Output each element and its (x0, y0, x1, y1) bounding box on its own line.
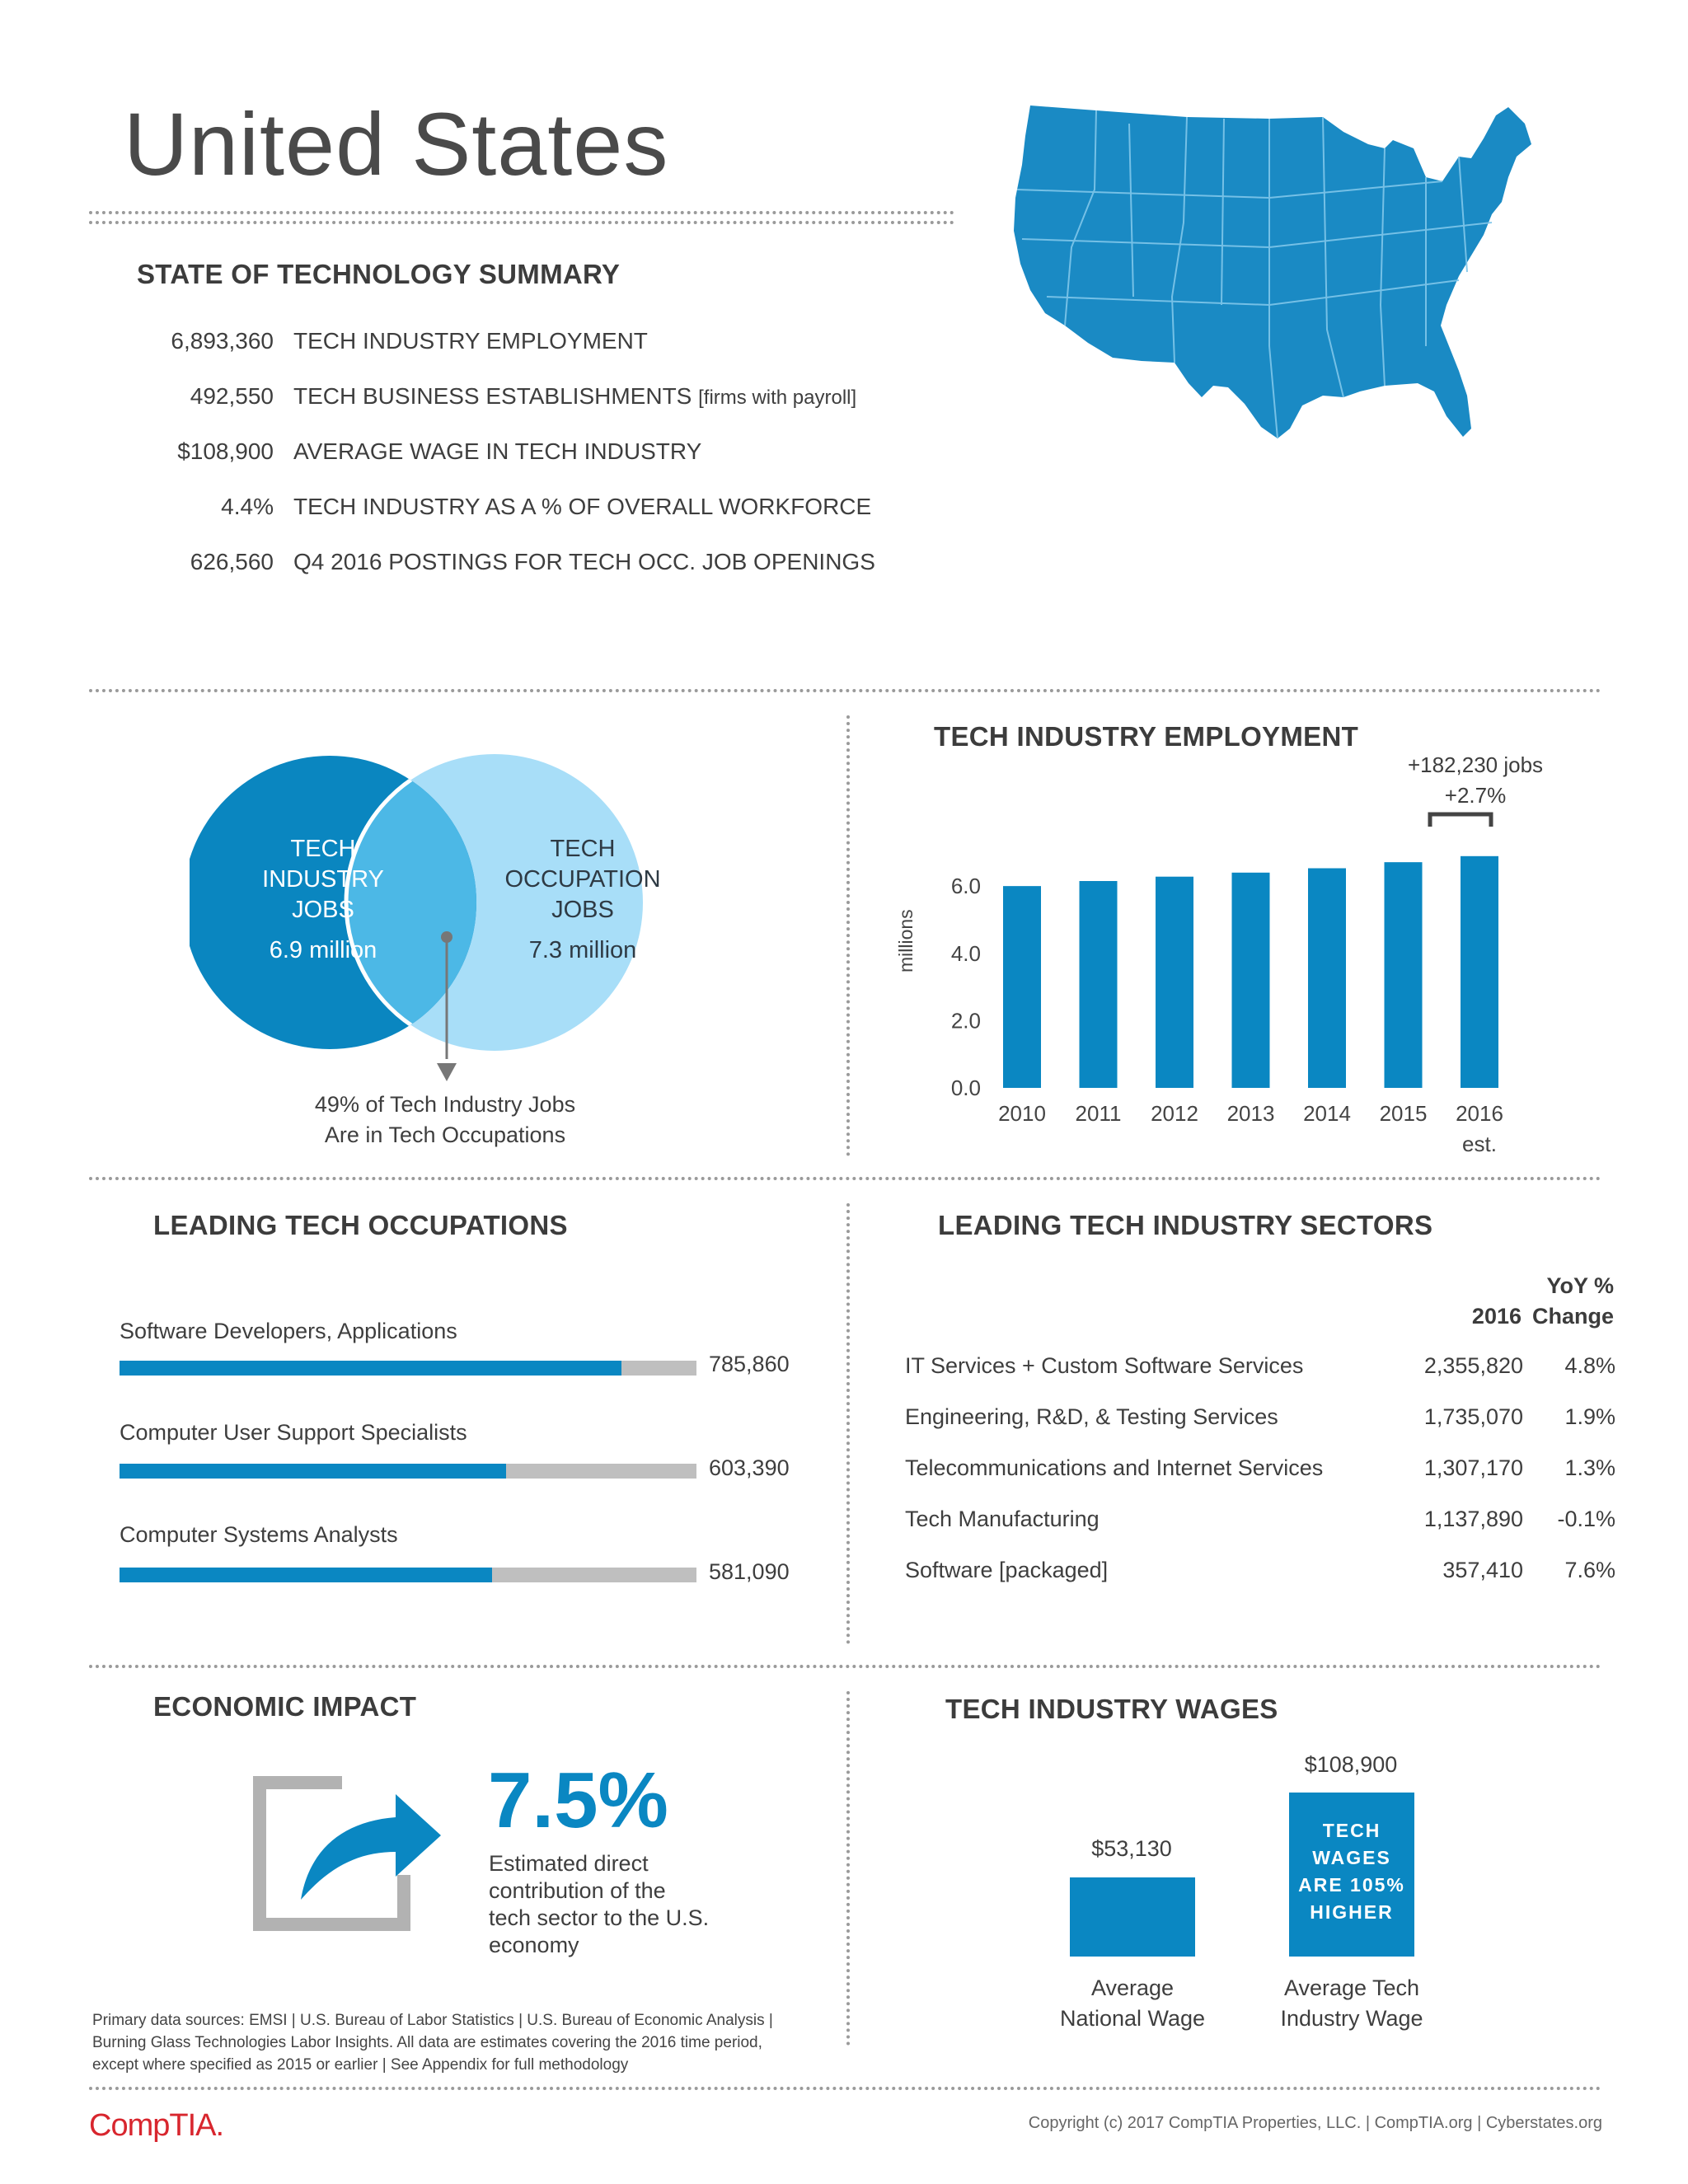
column-divider (846, 1691, 850, 2046)
tech-wage-label (1253, 1973, 1451, 2034)
y-tick-label: 0.0 (950, 1076, 981, 1100)
page-title: United States (124, 94, 669, 194)
sector-name: IT Services + Custom Software Services (905, 1353, 1304, 1378)
summary-value: 6,893,360 (171, 328, 274, 354)
summary-row (124, 328, 865, 361)
occupation-value: 581,090 (709, 1559, 790, 1584)
occupation-bar-track (120, 1464, 696, 1479)
data-sources-line: Primary data sources: EMSI | U.S. Bureau of Labor Statistics | U.S. Bureau of Economic Analysis | (92, 2012, 773, 2029)
summary-value: 492,550 (190, 383, 274, 409)
summary-label-text: TECH BUSINESS ESTABLISHMENTS (293, 383, 692, 409)
summary-label-note: [firms with payroll] (698, 387, 857, 409)
employment-y-axis-label: millions (895, 909, 917, 972)
national-wage-label-line: Average (1090, 1975, 1175, 2000)
sectors-2016-header: 2016 (1471, 1304, 1522, 1329)
data-sources-note (92, 2009, 818, 2076)
y-tick-label: 2.0 (950, 1008, 981, 1033)
national-wage-label-line: National Wage (1059, 2006, 1206, 2031)
sector-row (905, 1404, 1615, 1437)
sector-name: Software [packaged] (905, 1558, 1109, 1582)
tech-wage-label-line: Industry Wage (1280, 2006, 1423, 2031)
venn-left-title-line: TECH (290, 836, 356, 862)
sector-yoy-change: 1.9% (1564, 1404, 1615, 1429)
sector-row (905, 1507, 1615, 1540)
economic-impact-description-line: contribution of the (489, 1878, 666, 1903)
us-map-icon (997, 99, 1550, 445)
occupation-bar-fill (120, 1361, 621, 1376)
tech-wage-callout-line: ARE 105% (1298, 1874, 1405, 1896)
tech-wage-callout-line: HIGHER (1310, 1901, 1394, 1923)
title-divider-2 (89, 221, 954, 224)
employment-bar (1232, 873, 1270, 1088)
employment-callout-jobs: +182,230 jobs (1407, 752, 1544, 777)
y-tick-label: 4.0 (950, 940, 981, 966)
venn-left-value: 6.9 million (269, 937, 377, 963)
tech-wage-callout-line: WAGES (1312, 1847, 1391, 1868)
sectors-yoy-header-line2: Change (1531, 1304, 1614, 1329)
y-tick-label: 6.0 (950, 874, 981, 899)
economic-impact-title: ECONOMIC IMPACT (153, 1691, 417, 1722)
tech-wage-value: $108,900 (1304, 1752, 1398, 1777)
summary-row (124, 383, 865, 416)
venn-caption-line: 49% of Tech Industry Jobs (314, 1092, 576, 1117)
x-tick-label: 2013 (1226, 1101, 1275, 1126)
section-divider (89, 1177, 1601, 1180)
tech-wage-callout-line: TECH (1322, 1820, 1381, 1841)
sector-row (905, 1558, 1615, 1591)
occupation-name: Software Developers, Applications (120, 1319, 457, 1343)
economic-impact-description-line: tech sector to the U.S. (489, 1905, 710, 1930)
sector-name: Tech Manufacturing (905, 1507, 1100, 1531)
employment-bar-chart (907, 824, 1566, 1170)
venn-right-title-line: JOBS (551, 897, 614, 923)
comptia-logo[interactable]: CompTIA. (89, 2108, 224, 2143)
summary-label-text: TECH INDUSTRY EMPLOYMENT (293, 328, 648, 354)
employment-bar (1385, 862, 1423, 1088)
summary-label-text: Q4 2016 POSTINGS FOR TECH OCC. JOB OPENINGS (293, 549, 875, 574)
sector-yoy-change: 7.6% (1564, 1558, 1615, 1582)
x-tick-label: 2011 (1075, 1101, 1122, 1126)
occupation-value: 785,860 (709, 1352, 790, 1376)
x-tick-sublabel: est. (1462, 1132, 1497, 1156)
x-tick-label: 2014 (1303, 1101, 1351, 1126)
economic-impact-description (489, 1850, 709, 1959)
venn-left-title-line: INDUSTRY (262, 866, 384, 893)
venn-caption-line: Are in Tech Occupations (324, 1122, 566, 1147)
x-tick-label: 2010 (998, 1101, 1046, 1126)
summary-title: STATE OF TECHNOLOGY SUMMARY (137, 259, 621, 289)
occupation-name: Computer Systems Analysts (120, 1522, 398, 1547)
economic-impact-value: 7.5% (488, 1756, 668, 1844)
occupation-bar-fill (120, 1568, 492, 1582)
summary-value: $108,900 (177, 438, 274, 464)
occupation-bar-track (120, 1568, 696, 1582)
section-divider (89, 689, 1601, 692)
footer-divider (89, 2087, 1601, 2090)
sector-yoy-change: 1.3% (1564, 1455, 1615, 1480)
summary-value: 626,560 (190, 549, 274, 574)
sector-row (905, 1353, 1615, 1386)
sector-2016-value: 1,137,890 (1423, 1507, 1523, 1531)
wages-title: TECH INDUSTRY WAGES (945, 1694, 1278, 1724)
copyright-text: Copyright (c) 2017 CompTIA Properties, LLC. | CompTIA.org | Cyberstates.org (1028, 2114, 1602, 2132)
summary-value: 4.4% (221, 494, 274, 519)
economic-impact-description-line: Estimated direct (489, 1851, 649, 1876)
title-divider (89, 211, 954, 214)
x-tick-label: 2015 (1379, 1101, 1428, 1126)
column-divider (846, 1203, 850, 1644)
sector-yoy-change: 4.8% (1564, 1353, 1615, 1378)
summary-label-text: TECH INDUSTRY AS A % OF OVERALL WORKFORCE (293, 494, 872, 519)
employment-bar (1003, 886, 1041, 1088)
employment-title: TECH INDUSTRY EMPLOYMENT (934, 721, 1359, 752)
sector-2016-value: 2,355,820 (1423, 1353, 1523, 1378)
venn-left-title-line: JOBS (292, 897, 354, 923)
venn-right-value: 7.3 million (528, 937, 637, 963)
sector-2016-value: 1,307,170 (1423, 1455, 1523, 1480)
employment-bar (1080, 881, 1118, 1088)
occupations-title: LEADING TECH OCCUPATIONS (153, 1210, 568, 1240)
summary-label (293, 549, 875, 575)
sector-name: Engineering, R&D, & Testing Services (905, 1404, 1278, 1429)
national-wage-bar (1070, 1877, 1195, 1957)
sectors-yoy-header-line1: YoY % (1546, 1273, 1614, 1298)
venn-pointer-arrow (437, 1063, 457, 1081)
tech-wage-label-line: Average Tech (1283, 1975, 1420, 2000)
employment-callout-pct: +2.7% (1444, 783, 1507, 808)
occupation-bar-track (120, 1361, 696, 1376)
occupation-bar-fill (120, 1464, 506, 1479)
summary-label-text: AVERAGE WAGE IN TECH INDUSTRY (293, 438, 702, 464)
venn-right-title-line: TECH (550, 836, 616, 862)
x-tick-label: 2016 (1456, 1101, 1503, 1126)
national-wage-label (1034, 1973, 1231, 2034)
sector-row (905, 1455, 1615, 1488)
summary-row (124, 549, 875, 582)
share-arrow-icon (251, 1776, 449, 1933)
occupation-name: Computer User Support Specialists (120, 1420, 467, 1445)
employment-callout (1368, 750, 1582, 811)
employment-bar (1308, 869, 1346, 1088)
venn-caption (280, 1090, 610, 1151)
venn-left-label (241, 834, 406, 966)
data-sources-line: except where specified as 2015 or earlier | See Appendix for full methodology (92, 2056, 629, 2074)
sectors-title: LEADING TECH INDUSTRY SECTORS (938, 1210, 1433, 1240)
venn-right-label (486, 834, 679, 966)
sector-2016-value: 1,735,070 (1423, 1404, 1523, 1429)
summary-label (293, 438, 701, 465)
summary-label (293, 494, 871, 520)
venn-right-title-line: OCCUPATION (504, 866, 661, 893)
economic-impact-description-line: economy (489, 1933, 579, 1957)
tech-wage-callout (1289, 1817, 1414, 1926)
data-sources-line: Burning Glass Technologies Labor Insights. All data are estimates covering the 2016 time period, (92, 2034, 762, 2051)
sector-yoy-change: -0.1% (1557, 1507, 1615, 1531)
summary-row (124, 438, 865, 471)
occupation-value: 603,390 (709, 1455, 790, 1480)
employment-bar (1461, 856, 1498, 1088)
sector-2016-value: 357,410 (1442, 1558, 1523, 1582)
x-tick-label: 2012 (1151, 1101, 1198, 1126)
employment-bar (1156, 877, 1193, 1088)
sector-name: Telecommunications and Internet Services (905, 1455, 1324, 1480)
column-divider (846, 715, 850, 1156)
summary-row (124, 494, 872, 527)
section-divider (89, 1665, 1601, 1668)
summary-label (293, 383, 856, 410)
national-wage-value: $53,130 (1091, 1836, 1172, 1861)
summary-label (293, 328, 648, 354)
